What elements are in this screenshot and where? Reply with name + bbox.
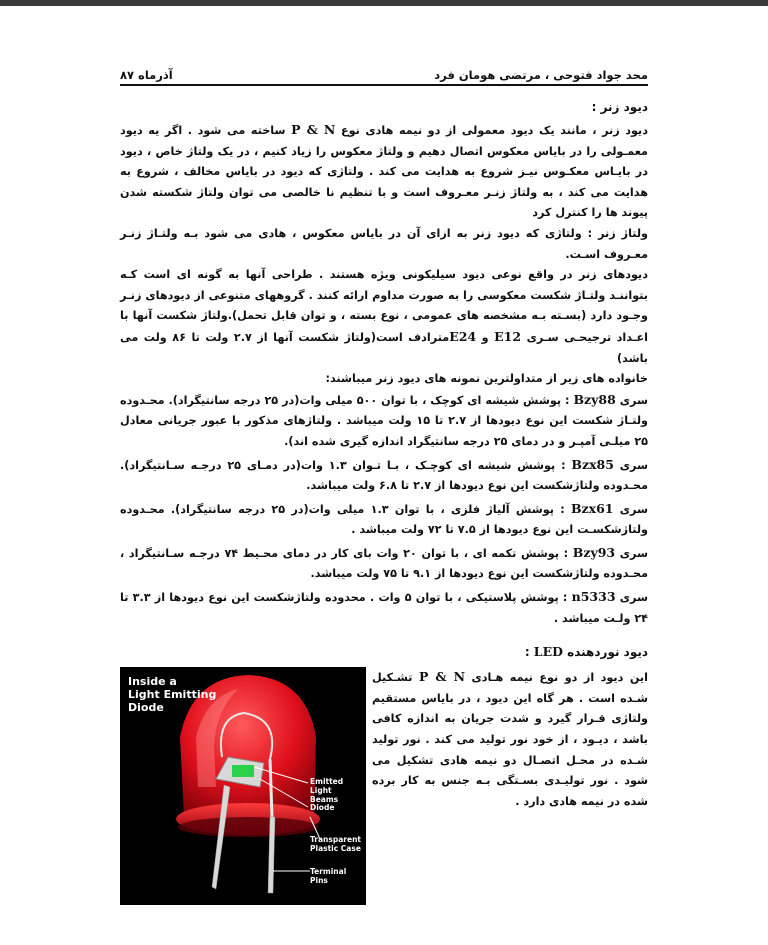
zener-p1-before: دیود زنر ، مانند یک دیود معمولی از دو نیمه هادی نوع xyxy=(335,124,648,137)
series-text: : پوشش شیشه ای کوچـک ، بـا تـوان ۱.۳ وات(در دمـای ۲۵ درجـه سـانتیگراد). محـدوده ولتاژشکست این نوع دیودها از ۲.۷ تا ۶.۸ ولت میباشد. xyxy=(120,458,648,493)
zener-paragraph-3 xyxy=(120,265,648,369)
led-heading-after: : xyxy=(524,645,534,660)
header-authors: محد جواد فتوحی ، مرتضی هومان فرد xyxy=(434,68,648,82)
zener-heading: دیود زنر : xyxy=(591,100,648,114)
page-content xyxy=(120,96,648,905)
series-prefix: سری xyxy=(615,546,648,560)
page-header xyxy=(120,62,648,82)
led-paragraph xyxy=(372,667,648,812)
led-section xyxy=(120,667,648,905)
led-rim-base xyxy=(178,817,318,837)
header-date: آذرماه ۸۷ xyxy=(120,68,173,82)
series-n5333 xyxy=(120,587,648,629)
series-prefix: سری xyxy=(613,458,648,472)
header-rule xyxy=(120,84,648,86)
label-diode: Diode xyxy=(310,803,335,813)
zener-p3-latin-e24: E24 xyxy=(449,328,477,344)
series-code: n5333 xyxy=(571,589,616,605)
label-transparent-plastic-case xyxy=(310,835,361,853)
led-heading-before: دیود نوردهنده xyxy=(562,645,648,660)
series-text: : پوشش پلاستیکی ، با توان ۵ وات . محدوده ولتاژشکست این نوع دیودها از ۳.۳ تا ۲۴ ولـت میباشد . xyxy=(120,591,648,625)
zener-paragraph-2: ولتاژ زنر : ولتاژی که دیود زنر به ازای آن در بایاس معکوس ، هادی می شود بـه ولتـاژ زنـر معـروف اسـت. xyxy=(120,226,648,261)
series-bzx61 xyxy=(120,499,648,541)
caption-line-1: Inside a xyxy=(128,675,177,689)
zener-p3-latin-e12: E12 xyxy=(494,328,522,344)
series-bzy93 xyxy=(120,543,648,585)
series-prefix: سری xyxy=(615,393,648,407)
led-heading xyxy=(120,641,648,663)
caption-line-2: Light Emitting xyxy=(128,688,217,702)
label-case-line-2: Plastic Case xyxy=(310,844,361,854)
series-text: : پوشش آلیاژ فلزی ، با توان ۱.۳ میلی وات(در ۲۵ درجه سانتیگراد). محـدوده ولتاژشکسـت این نوع دیودها از ۷.۵ تا ۷۲ ولت میباشد . xyxy=(120,502,648,537)
caption-line-3: Diode xyxy=(128,701,164,715)
series-bzy88 xyxy=(120,390,648,453)
top-bar xyxy=(0,0,768,6)
led-chip xyxy=(232,765,254,777)
zener-p3-after: مترادف است(ولتاژ شکست آنها از ۲.۷ ولت تا ۸۶ ولت می باشد) xyxy=(120,330,648,365)
zener-p3-mid: و xyxy=(476,330,495,344)
label-case-line-1: Transparent xyxy=(310,835,361,845)
led-post xyxy=(270,759,272,817)
series-code: Bzx61 xyxy=(570,500,614,516)
series-prefix: سری xyxy=(615,591,648,605)
series-prefix: سری xyxy=(613,502,649,516)
series-text: : پوشش تکمه ای ، با توان ۲۰ وات بای کار در دمای محـیط ۷۴ درجـه سـانتیگراد ، محـدوده ولتاژشکست این نوع دیودها از ۹.۱ تا ۷۵ ولت میباشد. xyxy=(120,546,648,581)
series-code: Bzx85 xyxy=(571,456,614,472)
led-diagram-caption xyxy=(128,675,216,714)
zener-p1-latin: P & N xyxy=(291,122,336,137)
series-code: Bzy88 xyxy=(573,391,616,407)
zener-paragraph-1 xyxy=(120,120,648,224)
led-text-latin: P & N xyxy=(418,669,465,685)
label-emitted-light-beams xyxy=(310,777,366,804)
label-beams-line-2: Beams xyxy=(310,795,339,805)
zener-p3-before: دیودهای زنر در واقع نوعی دیود سیلیکونی ویژه هستند . طراحی آنها به گونه ای است کـه بتواننـد ولتـاژ شکست معکوسی را به صورت مداوم ارائه کنند . گروههای متنوعی از دیودهای زنـر وجـود دارد (بسـته بـه مشخصه های عمومی ، نوع بسته ، و توان قابل تحمل).ولتاژ شکست آنها با اعـداد ترجیحـی سـری xyxy=(120,268,648,344)
series-bzx85 xyxy=(120,455,648,497)
zener-p1-after: ساخته می شود . اگر یه دیود معمـولی را در بایاس معکوس اتصال دهیم و ولتاژ معکوس را زیاد کنیم ، در یک ولتاژ خاص ، دیود در بایـاس معکـوس نیـز شروع به هدایت می کند . ولتاژی که دیود در بایاس مخالف ، شروع به هدایت می کند ، به ولتاژ زنـر معـروف است و با تنظیم نا خالصی می توان ولتاژ شکسته شدن پیوند ها را کنترل کرد xyxy=(120,124,648,220)
label-terminal-pins: Terminal Pins xyxy=(310,867,347,886)
label-beams-line-1: Emitted Light xyxy=(310,777,344,796)
led-heading-latin: LED xyxy=(533,644,563,660)
zener-paragraph-4: خانواده های زیر از متداولترین نمونه های دیود زنر میباشند: xyxy=(325,372,648,386)
series-code: Bzy93 xyxy=(572,544,616,560)
series-text: : پوشش شیشه ای کوچک ، با توان ۵۰۰ میلی وات(در ۲۵ درجه سانتیگراد). محـدوده ولتـاژ شکست این نوع دیودها از ۲.۷ تا ۱۵ ولت میباشد . ولتاژهای مذکور با عبور جریانی معادل ۲۵ میلـی آمپـر و در دمای ۲۵ درجه سانتیگراد اندازه گیری شده اند). xyxy=(120,393,648,448)
led-text-after: تشـکیل شـده است . هر گاه این دیود ، در بایاس مستقیم ولتاژی قـرار گیرد و شدت جریان به اندازه کافی باشد ، دیـود ، از خود نور تولید می کند . نور تولید شـده در محـل اتصـال دو نیمه هادی تشکیل می شود . نور تولیـدی بسـتگی بـه جنس به کار برده شده در نیمه هادی دارد . xyxy=(372,671,648,808)
led-text-before: این دیود از دو نوع نیمه هـادی xyxy=(465,671,648,685)
led-diagram-image xyxy=(120,667,366,905)
